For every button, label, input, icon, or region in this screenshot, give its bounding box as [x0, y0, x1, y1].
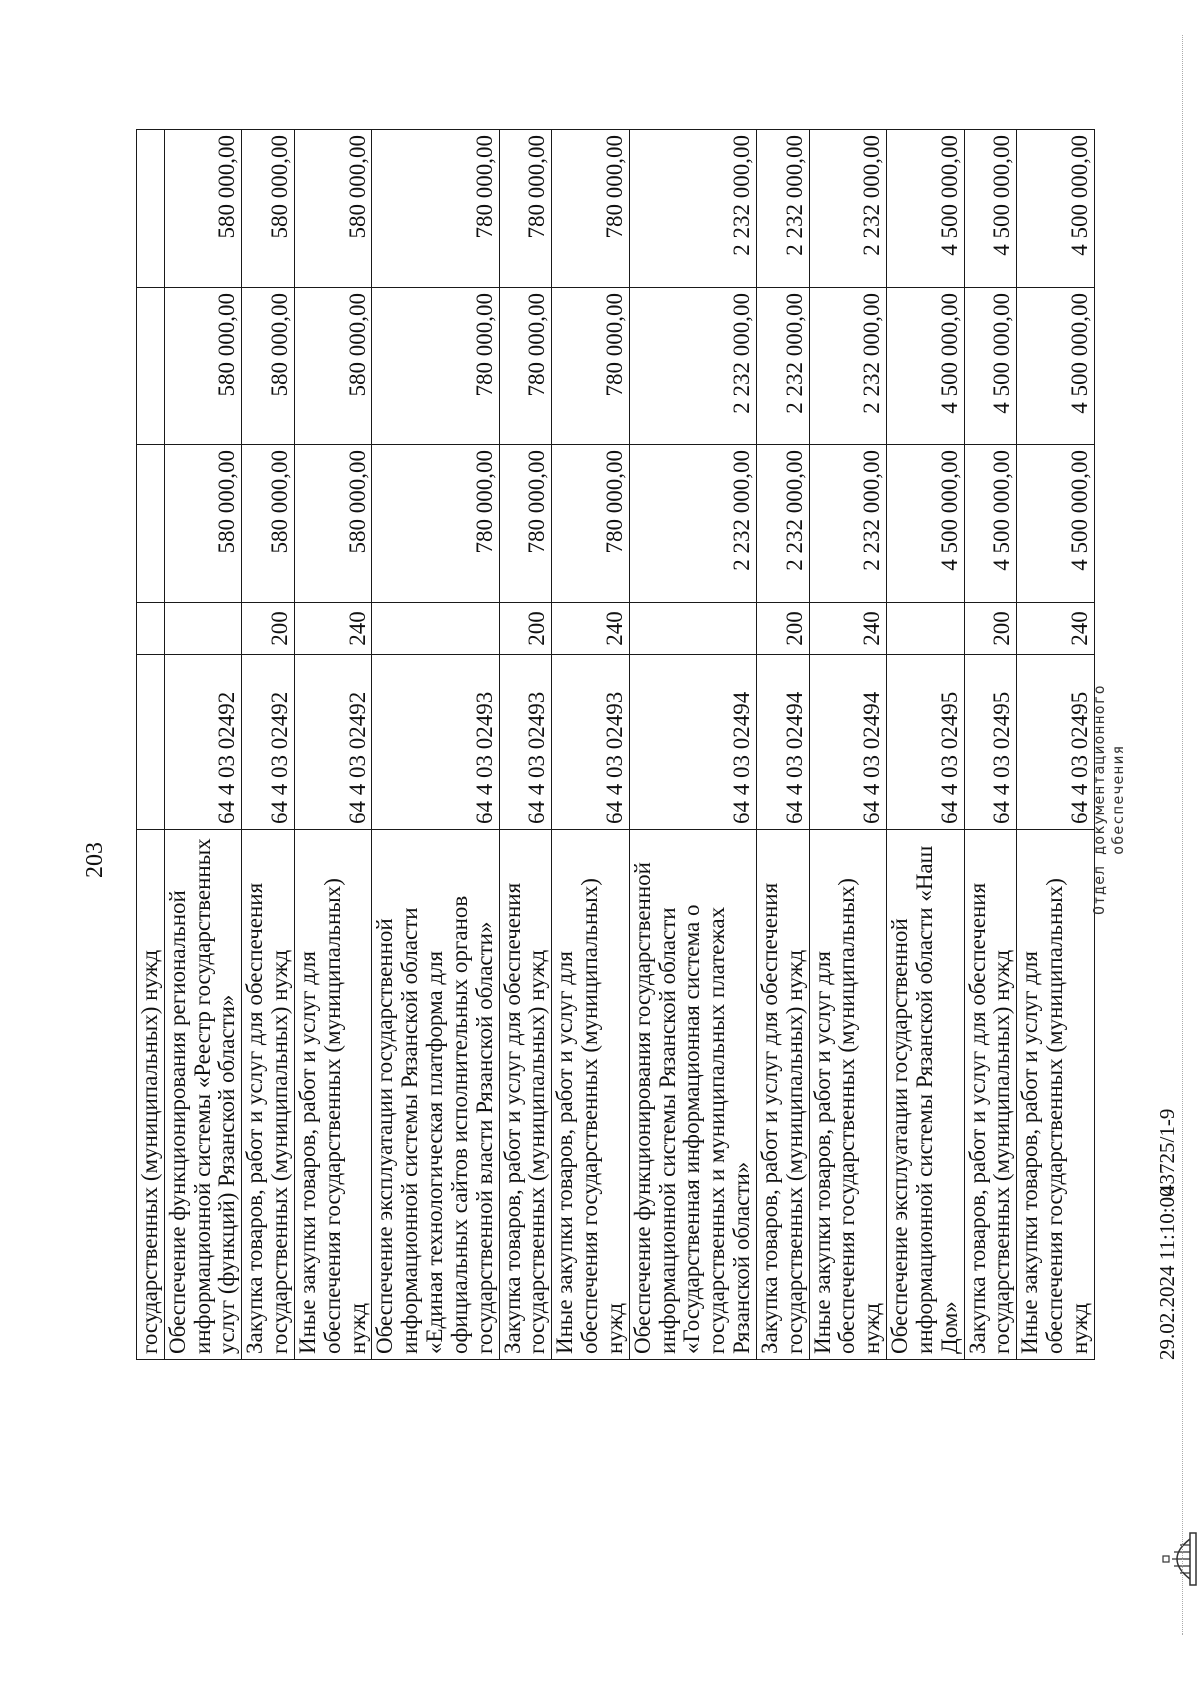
table-row [964, 130, 1017, 1360]
description-cell: Иные закупки товаров, работ и услуг для обеспечения государственных (муниципальных) нужд [552, 830, 629, 1360]
expense-type-cell: 240 [294, 603, 371, 655]
amount-cell-1: 4 500 000,00 [964, 445, 1017, 603]
target-code-cell: 64 4 03 02495 [1017, 655, 1094, 830]
expense-type-cell: 240 [809, 603, 886, 655]
amount-cell-3: 2 232 000,00 [756, 130, 809, 288]
description-cell: Закупка товаров, работ и услуг для обеспечения государственных (муниципальных) нужд [499, 830, 552, 1360]
amount-cell-3: 780 000,00 [552, 130, 629, 288]
table-row [887, 130, 964, 1360]
amount-cell-1: 2 232 000,00 [629, 445, 756, 603]
footer-date: 29.02.2024 11:10:00 [1155, 1186, 1179, 1360]
expense-type-cell: 200 [756, 603, 809, 655]
amount-cell-1 [137, 445, 165, 603]
amount-cell-3: 4 500 000,00 [887, 130, 964, 288]
amount-cell-2: 580 000,00 [164, 288, 241, 445]
amount-cell-2: 2 232 000,00 [756, 288, 809, 445]
target-code-cell: 64 4 03 02492 [164, 655, 241, 830]
amount-cell-3: 4 500 000,00 [964, 130, 1017, 288]
table-row [242, 130, 295, 1360]
department-stamp [1090, 684, 1128, 915]
expense-type-cell: 200 [242, 603, 295, 655]
amount-cell-2: 4 500 000,00 [964, 288, 1017, 445]
target-code-cell: 64 4 03 02494 [629, 655, 756, 830]
amount-cell-3: 4 500 000,00 [1017, 130, 1094, 288]
budget-table [136, 129, 1095, 1360]
amount-cell-2: 4 500 000,00 [887, 288, 964, 445]
target-code-cell: 64 4 03 02494 [756, 655, 809, 830]
amount-cell-1: 2 232 000,00 [809, 445, 886, 603]
amount-cell-3: 580 000,00 [294, 130, 371, 288]
amount-cell-2: 780 000,00 [372, 288, 499, 445]
emblem-icon [1160, 1531, 1198, 1587]
description-cell: Закупка товаров, работ и услуг для обеспечения государственных (муниципальных) нужд [242, 830, 295, 1360]
expense-type-cell [372, 603, 499, 655]
amount-cell-1: 580 000,00 [294, 445, 371, 603]
table-row [137, 130, 165, 1360]
amount-cell-1: 4 500 000,00 [887, 445, 964, 603]
amount-cell-3: 780 000,00 [499, 130, 552, 288]
target-code-cell: 64 4 03 02494 [809, 655, 886, 830]
amount-cell-1: 580 000,00 [242, 445, 295, 603]
description-cell: Закупка товаров, работ и услуг для обеспечения государственных (муниципальных) нужд [964, 830, 1017, 1360]
amount-cell-2: 580 000,00 [294, 288, 371, 445]
table-row [294, 130, 371, 1360]
expense-type-cell [137, 603, 165, 655]
amount-cell-3 [137, 130, 165, 288]
target-code-cell [137, 655, 165, 830]
description-cell: Иные закупки товаров, работ и услуг для обеспечения государственных (муниципальных) нужд [294, 830, 371, 1360]
target-code-cell: 64 4 03 02495 [964, 655, 1017, 830]
table-row [372, 130, 499, 1360]
amount-cell-2: 2 232 000,00 [809, 288, 886, 445]
scan-edge-line [1182, 35, 1183, 1635]
amount-cell-3: 2 232 000,00 [629, 130, 756, 288]
amount-cell-1: 580 000,00 [164, 445, 241, 603]
table-row [756, 130, 809, 1360]
expense-type-cell [887, 603, 964, 655]
description-cell: государственных (муниципальных) нужд [137, 830, 165, 1360]
target-code-cell: 64 4 03 02492 [294, 655, 371, 830]
description-cell: Обеспечение эксплуатации государственной информационной системы Рязанской области «Наш Дом» [887, 830, 964, 1360]
description-cell: Обеспечение функционирования региональной информационной системы «Реестр государственных услуг (функций) Рязанской области» [164, 830, 241, 1360]
expense-type-cell: 240 [552, 603, 629, 655]
table-body [137, 130, 1095, 1360]
description-cell: Закупка товаров, работ и услуг для обеспечения государственных (муниципальных) нужд [756, 830, 809, 1360]
description-cell: Обеспечение функционирования государственной информационной системы Рязанской области «Государственная информационная система о государственных и муниципальных платежах Рязанской области» [629, 830, 756, 1360]
amount-cell-2 [137, 288, 165, 445]
amount-cell-3: 2 232 000,00 [809, 130, 886, 288]
table-row [629, 130, 756, 1360]
stamp-line-2: обеспечения [1108, 744, 1127, 855]
footer-code: 43725/1-9 [1155, 1108, 1179, 1195]
table-row [499, 130, 552, 1360]
amount-cell-2: 580 000,00 [242, 288, 295, 445]
description-cell: Обеспечение эксплуатации государственной информационной системы Рязанской области «Единая технологическая платформа для официальных сайтов исполнительных органов государственной власти Рязанской области» [372, 830, 499, 1360]
amount-cell-2: 2 232 000,00 [629, 288, 756, 445]
amount-cell-2: 780 000,00 [499, 288, 552, 445]
expense-type-cell: 240 [1017, 603, 1094, 655]
table-row [809, 130, 886, 1360]
table-row [164, 130, 241, 1360]
target-code-cell: 64 4 03 02495 [887, 655, 964, 830]
stamp-line-1: Отдел документационного [1090, 684, 1108, 915]
amount-cell-2: 780 000,00 [552, 288, 629, 445]
amount-cell-1: 780 000,00 [499, 445, 552, 603]
expense-type-cell: 200 [499, 603, 552, 655]
amount-cell-3: 780 000,00 [372, 130, 499, 288]
amount-cell-1: 780 000,00 [372, 445, 499, 603]
target-code-cell: 64 4 03 02493 [552, 655, 629, 830]
description-cell: Иные закупки товаров, работ и услуг для обеспечения государственных (муниципальных) нужд [1017, 830, 1094, 1360]
amount-cell-1: 4 500 000,00 [1017, 445, 1094, 603]
target-code-cell: 64 4 03 02493 [372, 655, 499, 830]
description-cell: Иные закупки товаров, работ и услуг для обеспечения государственных (муниципальных) нужд [809, 830, 886, 1360]
amount-cell-3: 580 000,00 [164, 130, 241, 288]
target-code-cell: 64 4 03 02492 [242, 655, 295, 830]
page-number: 203 [82, 842, 108, 878]
amount-cell-1: 2 232 000,00 [756, 445, 809, 603]
amount-cell-2: 4 500 000,00 [1017, 288, 1094, 445]
amount-cell-1: 780 000,00 [552, 445, 629, 603]
table-row [1017, 130, 1094, 1360]
expense-type-cell [629, 603, 756, 655]
expense-type-cell [164, 603, 241, 655]
table-row [552, 130, 629, 1360]
expense-type-cell: 200 [964, 603, 1017, 655]
amount-cell-3: 580 000,00 [242, 130, 295, 288]
target-code-cell: 64 4 03 02493 [499, 655, 552, 830]
